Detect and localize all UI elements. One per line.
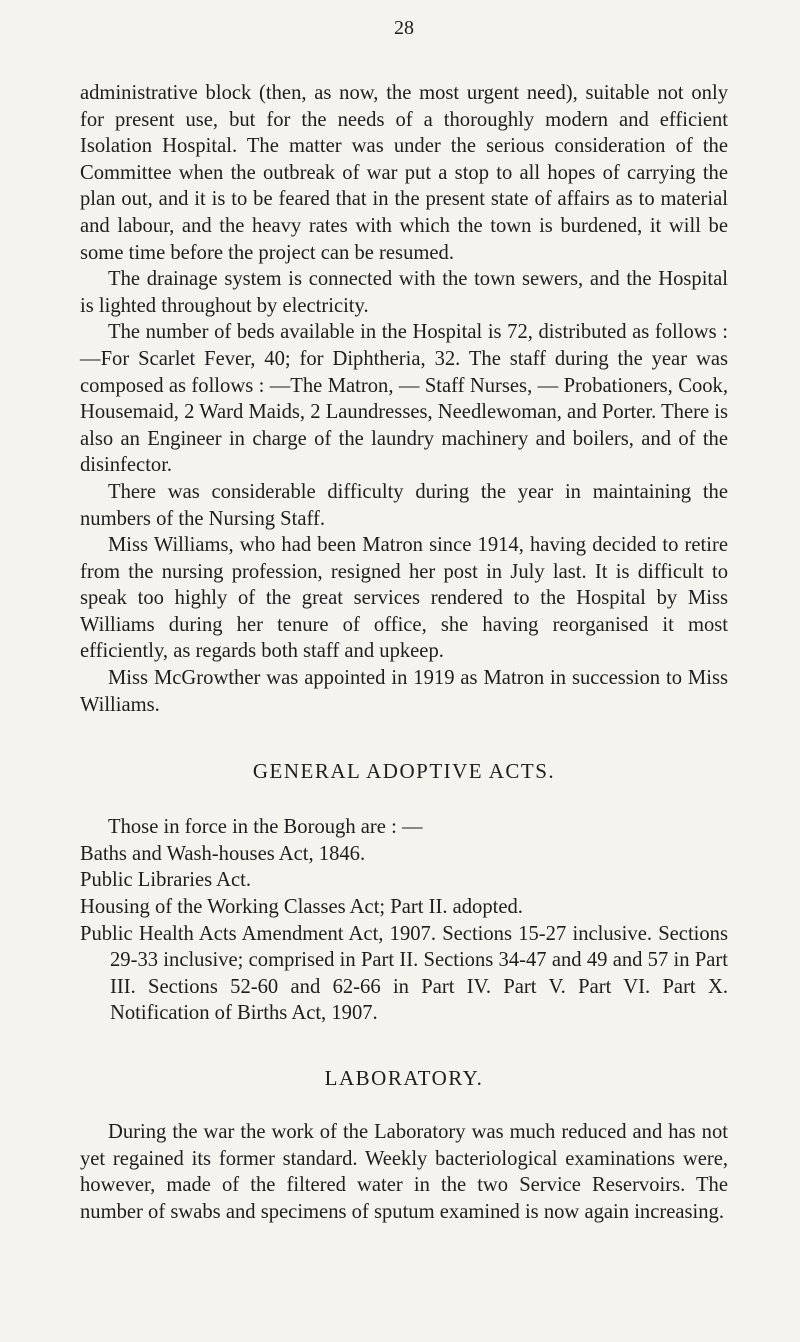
- paragraph-drainage: The drainage system is connected with the town sewers, and the Hospital is lighted throughout by electricity.: [80, 268, 728, 317]
- paragraph-beds-staff: The number of beds available in the Hospital is 72, distributed as follows : —For Scarlet Fever, 40; for Diphtheria, 32. The staff during the year was composed as follows : —The Matron, — Staff Nurses, — Probationers, Cook, Housemaid, 2 Ward Maids, 2 Laundresses, Needlewoman, and Porter. There is also an Engineer in charge of the laundry machinery and boilers, and of the disinfector.: [80, 321, 728, 477]
- list-item: Housing of the Working Classes Act; Part II. adopted.: [80, 896, 523, 919]
- list-item: Public Libraries Act.: [80, 869, 252, 892]
- paragraph-nursing-difficulty: There was considerable difficulty during the year in maintaining the numbers of the Nursing Staff.: [80, 480, 728, 530]
- heading-laboratory: LABORATORY.: [324, 1066, 484, 1090]
- paragraph-laboratory: During the war the work of the Laboratory was much reduced and has not yet regained its former standard. Weekly bacteriological examinations were, however, made of the filtered water in the two Service Reservoirs. The number of swabs and specimens of sputum examined is now again increasing.: [80, 1121, 728, 1223]
- adoptive-acts-list: [80, 814, 728, 1027]
- paragraph-miss-williams: Miss Williams, who had been Matron since 1914, having decided to retire from the nursing profession, resigned her post in July last. It is difficult to speak too highly of the great services rendered to the Hospital by Miss Williams during her tenure of office, she having reorganised it most efficiently, as regards both staff and upkeep.: [80, 534, 728, 663]
- heading-general-adoptive-acts: GENERAL ADOPTIVE ACTS.: [252, 759, 556, 784]
- adoptive-acts-intro: Those in force in the Borough are : —: [108, 816, 423, 839]
- list-item: Public Health Acts Amendment Act, 1907. Sections 15-27 inclusive. Sections 29-33 inclusive; comprised in Part II. Sections 34-47 and 49 and 57 in Part III. Sections 52-60 and 62-66 in Part IV. Part V. Part VI. Part X. Notification of Births Act, 1907.: [80, 922, 728, 1025]
- paragraph-miss-mcgrowther: Miss McGrowther was appointed in 1919 as Matron in succession to Miss Williams.: [80, 667, 728, 716]
- list-item: Baths and Wash-houses Act, 1846.: [80, 842, 366, 865]
- page-number: 28: [394, 17, 414, 39]
- paragraph-hospital-plan: administrative block (then, as now, the most urgent need), suitable not only for present use, but for the needs of a thoroughly modern and efficient Isolation Hospital. The matter was under the serious consideration of the Committee when the outbreak of war put a stop to all hopes of carrying the plan out, and it is to be feared that in the present state of affairs as to material and labour, and the heavy rates with which the town is burdened, it will be some time before the project can be resumed.: [80, 82, 728, 264]
